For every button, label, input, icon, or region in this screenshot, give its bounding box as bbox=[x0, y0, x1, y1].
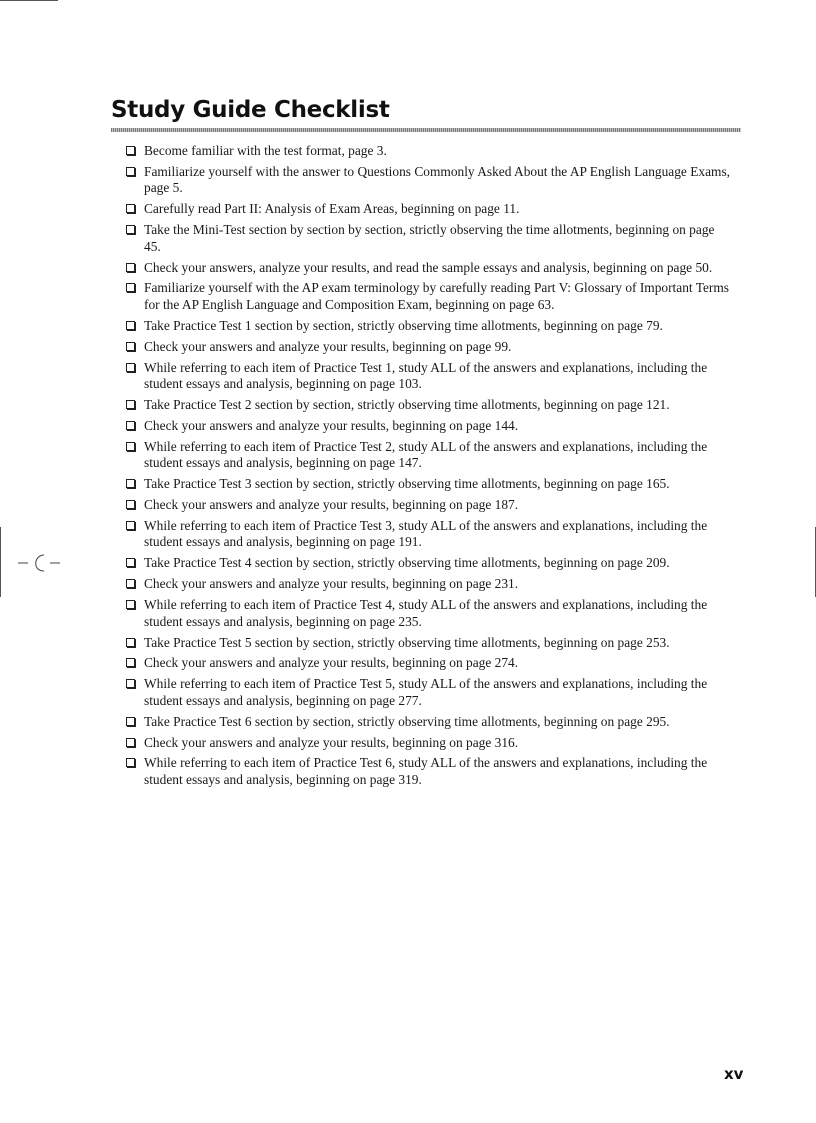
checkbox-icon bbox=[126, 500, 135, 509]
checkbox-icon bbox=[126, 638, 135, 647]
checklist-item bbox=[126, 397, 731, 414]
checklist-item bbox=[126, 339, 731, 356]
checkbox-icon bbox=[126, 342, 135, 351]
checklist-item bbox=[126, 655, 731, 672]
checkbox-icon bbox=[126, 321, 135, 330]
checkbox-icon bbox=[126, 263, 135, 272]
checklist-item bbox=[126, 676, 731, 709]
crop-mark bbox=[0, 0, 58, 1]
checklist-item-text: Check your answers, analyze your results, and read the sample essays and analysis, beginning on page 50. bbox=[144, 259, 713, 275]
checkbox-icon bbox=[126, 479, 135, 488]
checklist-item-text: Take Practice Test 5 section by section, strictly observing time allotments, beginning on page 253. bbox=[144, 634, 670, 650]
checklist-item-text: While referring to each item of Practice Test 1, study ALL of the answers and explanations, including the student essays and analysis, beginning on page 103. bbox=[144, 359, 708, 392]
checklist-item-text: Check your answers and analyze your results, beginning on page 187. bbox=[144, 497, 519, 513]
checkbox-icon bbox=[126, 521, 135, 530]
checklist-item-text: Carefully read Part II: Analysis of Exam Areas, beginning on page 11. bbox=[144, 201, 520, 217]
crop-mark-left bbox=[0, 527, 1, 597]
page-number: xv bbox=[724, 1065, 744, 1083]
checkbox-icon bbox=[126, 442, 135, 451]
checklist-item bbox=[126, 164, 731, 197]
checklist-item bbox=[126, 201, 731, 218]
checklist-item-text: Take Practice Test 3 section by section, strictly observing time allotments, beginning on page 165. bbox=[144, 476, 670, 492]
checklist-item-text: Check your answers and analyze your results, beginning on page 144. bbox=[144, 417, 519, 433]
checkbox-icon bbox=[126, 717, 135, 726]
checklist-item-text: Take the Mini-Test section by section by section, strictly observing the time allotments, beginning on page 45. bbox=[144, 222, 715, 254]
checkbox-icon bbox=[126, 283, 135, 292]
checklist-item bbox=[126, 497, 731, 514]
checklist-item bbox=[126, 318, 731, 335]
checklist-item-text: Check your answers and analyze your results, beginning on page 316. bbox=[144, 734, 519, 750]
checklist-item bbox=[126, 635, 731, 652]
checklist-item bbox=[126, 418, 731, 435]
checkbox-icon bbox=[126, 363, 135, 372]
checklist-item bbox=[126, 439, 731, 472]
checklist-item bbox=[126, 576, 731, 593]
checkbox-icon bbox=[126, 579, 135, 588]
checklist-item-text: Take Practice Test 4 section by section, strictly observing time allotments, beginning on page 209. bbox=[144, 555, 670, 571]
checklist-item bbox=[126, 755, 731, 788]
study-checklist bbox=[126, 143, 731, 793]
checklist-item bbox=[126, 360, 731, 393]
checkbox-icon bbox=[126, 658, 135, 667]
checklist-item-text: Familiarize yourself with the AP exam terminology by carefully reading Part V: Glossary of Important Terms for the AP English Language and Composition Exam, beginning on page 63. bbox=[144, 280, 730, 312]
checkbox-icon bbox=[126, 225, 135, 234]
checklist-item-text: Become familiar with the test format, page 3. bbox=[144, 143, 387, 158]
checkbox-icon bbox=[126, 738, 135, 747]
checklist-item-text: While referring to each item of Practice Test 3, study ALL of the answers and explanations, including the student essays and analysis, beginning on page 191. bbox=[144, 517, 708, 550]
checklist-item-text: While referring to each item of Practice Test 6, study ALL of the answers and explanations, including the student essays and analysis, beginning on page 319. bbox=[144, 755, 708, 787]
checklist-item-text: While referring to each item of Practice Test 4, study ALL of the answers and explanations, including the student essays and analysis, beginning on page 235. bbox=[144, 597, 708, 629]
checkbox-icon bbox=[126, 421, 135, 430]
checklist-item bbox=[126, 735, 731, 752]
checkbox-icon bbox=[126, 167, 135, 176]
checklist-item-text: Familiarize yourself with the answer to Questions Commonly Asked About the AP English Language Exams, page 5. bbox=[144, 163, 731, 196]
checklist-item bbox=[126, 260, 731, 277]
checklist-item-text: Check your answers and analyze your results, beginning on page 274. bbox=[144, 655, 519, 671]
checkbox-icon bbox=[126, 400, 135, 409]
page-title: Study Guide Checklist bbox=[111, 97, 390, 123]
checklist-item bbox=[126, 597, 731, 630]
checklist-item bbox=[126, 476, 731, 493]
checklist-item-text: Take Practice Test 2 section by section, strictly observing time allotments, beginning on page 121. bbox=[144, 397, 670, 413]
checklist-item-text: Check your answers and analyze your results, beginning on page 99. bbox=[144, 338, 512, 354]
registration-mark-icon bbox=[18, 552, 60, 574]
checkbox-icon bbox=[126, 146, 135, 155]
checklist-item-text: Take Practice Test 6 section by section, strictly observing time allotments, beginning on page 295. bbox=[144, 713, 670, 729]
checklist-item-text: Take Practice Test 1 section by section, strictly observing time allotments, beginning on page 79. bbox=[144, 317, 663, 333]
checklist-item bbox=[126, 222, 731, 255]
checkbox-icon bbox=[126, 600, 135, 609]
checklist-item-text: While referring to each item of Practice Test 5, study ALL of the answers and explanations, including the student essays and analysis, beginning on page 277. bbox=[144, 676, 708, 708]
checkbox-icon bbox=[126, 204, 135, 213]
checkbox-icon bbox=[126, 679, 135, 688]
checkbox-icon bbox=[126, 758, 135, 767]
checklist-item bbox=[126, 143, 731, 160]
checkbox-icon bbox=[126, 558, 135, 567]
title-rule bbox=[111, 128, 741, 132]
checklist-item-text: Check your answers and analyze your results, beginning on page 231. bbox=[144, 576, 519, 592]
checklist-item bbox=[126, 555, 731, 572]
checklist-item bbox=[126, 518, 731, 551]
checklist-item bbox=[126, 714, 731, 731]
checklist-item bbox=[126, 280, 731, 313]
checklist-item-text: While referring to each item of Practice Test 2, study ALL of the answers and explanations, including the student essays and analysis, beginning on page 147. bbox=[144, 438, 708, 471]
